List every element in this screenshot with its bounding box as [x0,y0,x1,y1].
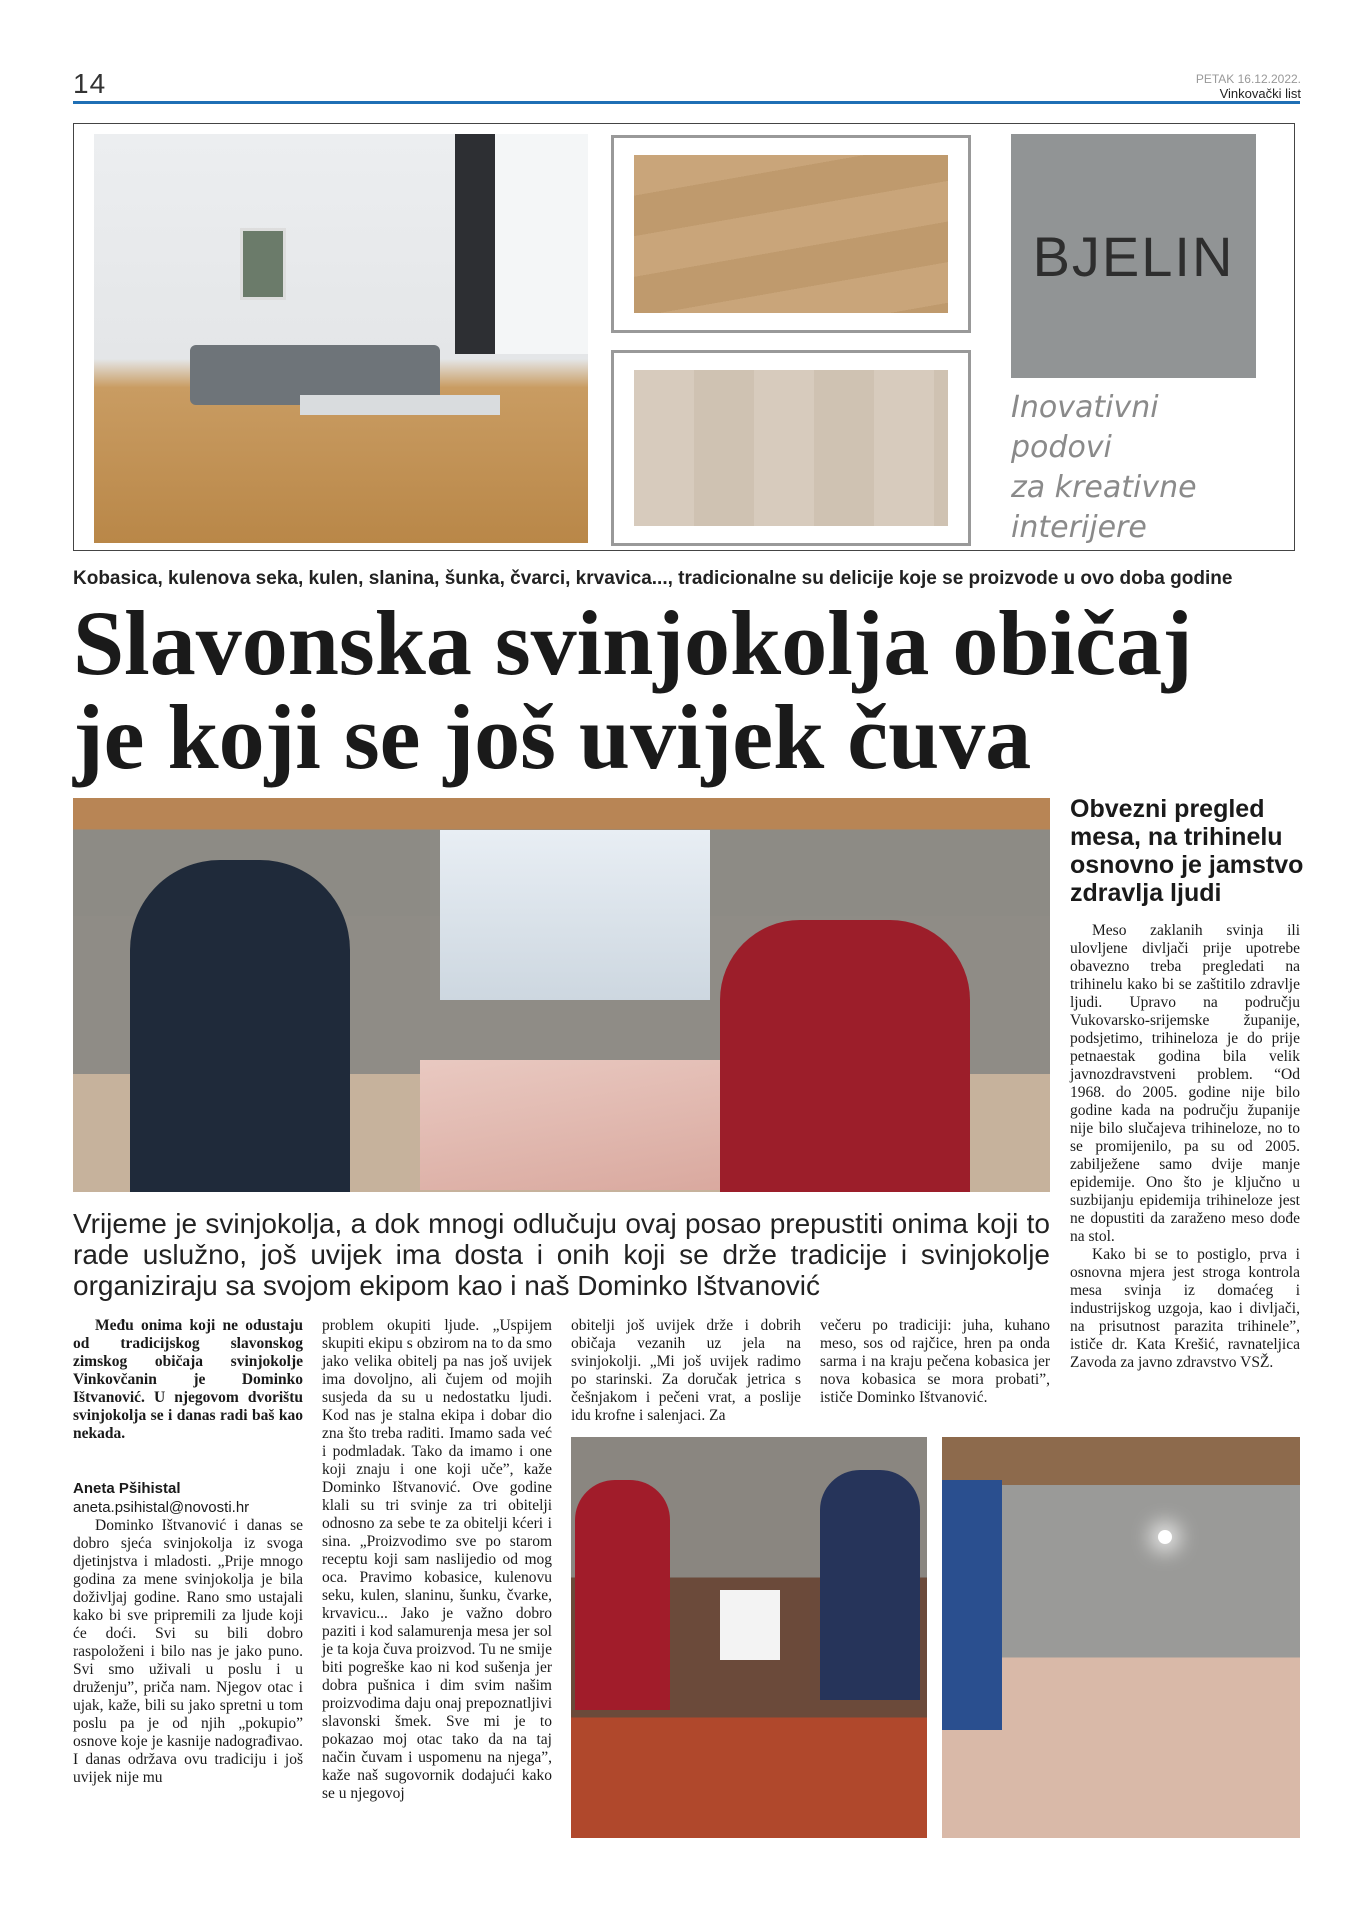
article-deck: Vrijeme je svinjokolja, a dok mnogi odlučuju ovaj posao prepustiti onima koji to rade uslužno, još uvijek ima dosta i onih koji se drže tradicije i svinjokolje organiziraju sa svojom ekipom kao i naš Dominko Ištvanović [73,1208,1050,1301]
ad-floor-photo-1 [611,135,971,333]
photo-man-red-shirt [575,1480,670,1710]
issue-date: PETAK 16.12.2022. [1195,72,1301,86]
photo-bucket [720,1590,780,1660]
ad-room-picture-frame [240,228,286,300]
photo-ceiling-light [1158,1530,1172,1544]
photo-blue-tarp [942,1480,1002,1730]
article-lead: Među onima koji ne odustaju od tradicijskog slavonskog zimskog običaja svinjokolje Vinkovčanin je Dominko Ištvanović. U njegovom dvorištu svinjokolja se i danas radi baš kao nekada. [73,1317,303,1442]
main-photo-meat-table [420,1060,750,1190]
ad-room-table [300,395,500,415]
article-column-1: Među onima koji ne odustaju od tradicijskog slavonskog zimskog običaja svinjokolje Vinkovčanin je Dominko Ištvanović. U njegovom dvorištu svinjokolja se i danas radi baš kao nekada. Aneta Pšihistal aneta.psihistal@novosti.hr Dominko Ištvanović i danas se dobro sjeća svinjokolja iz svoga djetinjstva i mladosti. „Prije mnogo godina za mene svinjokolja je bila doživljaj godine. Rano smo ustajali kako bi sve pripremili za ljude koji će doći. Svi su bili dobro raspoloženi i bilo nas je jako puno. Svi smo uživali u poslu i u druženju”, priča nam. Njegov otac i ujak, kaže, bili su jako spretni u tom poslu pa je od njih „pokupio” osnove koje je kasnije nadograđivao. I danas održava ovu tradiciju i još uvijek nije mu [73,1317,303,1786]
author-email: aneta.psihistal@novosti.hr [73,1499,250,1516]
byline [73,1479,303,1517]
sidebar-heading: Obvezni pregled mesa, na trihinelu osnovno je jamstvo zdravlja ljudi [1070,795,1304,907]
bjelin-logo: BJELIN [1011,134,1256,378]
ad-room-window [455,134,588,354]
article-column-2: problem okupiti ljude. „Uspijem skupiti ekipu s obzirom na to da smo jako velika obitelj pa nas još uvijek ima dovoljno, ali čujem od mojih susjeda da su u nedostatku ljudi. Kod nas je stalna ekipa i dobar dio zna što treba raditi. Imamo sada već i podmladak. Tako da imamo i one koji znaju i one koji uče”, kaže Dominko Ištvanović. Ove godine klali su tri svinje za tri obitelji odnosno za sebe te za obitelji kćeri i sina. „Proizvodimo sve po starom receptu koji sam naslijedio od mog oca. Pravimo kobasice, kulenovu seku, kulen, slaninu, šunku, čvarke, krvavicu... Jako je važno dobro paziti i kod salamurenja mesa jer sol je ta koja čuva proizvod. Tu ne smije biti pogreške kao ni kod sušenja jer dobra pušnica i dim svim našim proizvodima daju onaj prepoznatljivi slavonski šmek. Sve mi je to pokazao moj otac tako da na taj način čuvam i uspomenu na njega”, kaže naš sugovornik dodajući kako se u njegovoj [322,1317,552,1802]
page-number: 14 [73,68,107,99]
header-rule [73,101,1300,104]
sidebar-body: Meso zaklanih svinja ili ulovljene divljači prije upotrebe obavezno treba pregledati na trihinelu kako bi se zaštitilo zdravlje ljudi. Upravo na području Vukovarsko-srijemske županije, podsjetimo, trihineloza je do prije petnaestak godina bila velik javnozdravstveni problem. “Od 1968. do 2005. godine nije bilo godine kada na području županije nije bilo slučajeva trihineloze, no to se promijenilo, pa su od 2005. zabilježene samo dvije manje epidemije. Ono što je ključno u suzbijanju epidemija trihineloze jest ne dopustiti da zaraženo meso dođe na stol. Kako bi se to postiglo, prva i osnovna mjera jest stroga kontrola mesa svinja iz domaćeg i industrijskog uzgoja, kao i divljači, na prisutnost parazita trihinele”, ističe dr. Kata Krešić, ravnateljica Zavoda za javno zdravstvo VSŽ. [1070,922,1300,1371]
photo-man-blue-jacket [820,1470,920,1700]
article-column-4: večeru po tradiciji: juha, kuhano meso, sos od rajčice, hren pa onda sarma i na kraju pečena kobasica jer nova kobasica se mora probati”, ističe Dominko Ištvanović. [820,1317,1050,1406]
article-headline: Slavonska svinjokolja običaj je koji se još uvijek čuva [73,592,1193,788]
author-name: Aneta Pšihistal [73,1480,181,1497]
ad-slogan: Inovativni podovi za kreativne interijere [1011,390,1197,545]
main-photo-man-red-shirt [720,920,970,1192]
article-column-3: obitelji još uvijek drže i dobrih običaja vezanih uz jela na svinjokolji. „Mi još uvijek radimo po starinski. Za doručak jetrica s češnjakom i pečeni vrat, a poslije idu krofne i salenjaci. Za [571,1317,801,1424]
article-kicker: Kobasica, kulenova seka, kulen, slanina, šunka, čvarci, krvavica..., tradicionalne su delicije koje se proizvode u ovo doba godine [73,568,1233,589]
newspaper-name: Vinkovački list [1219,86,1301,101]
ad-floor-photo-2 [611,350,971,546]
main-photo-man-vest [130,860,350,1192]
main-photo-doorway [440,830,710,1000]
